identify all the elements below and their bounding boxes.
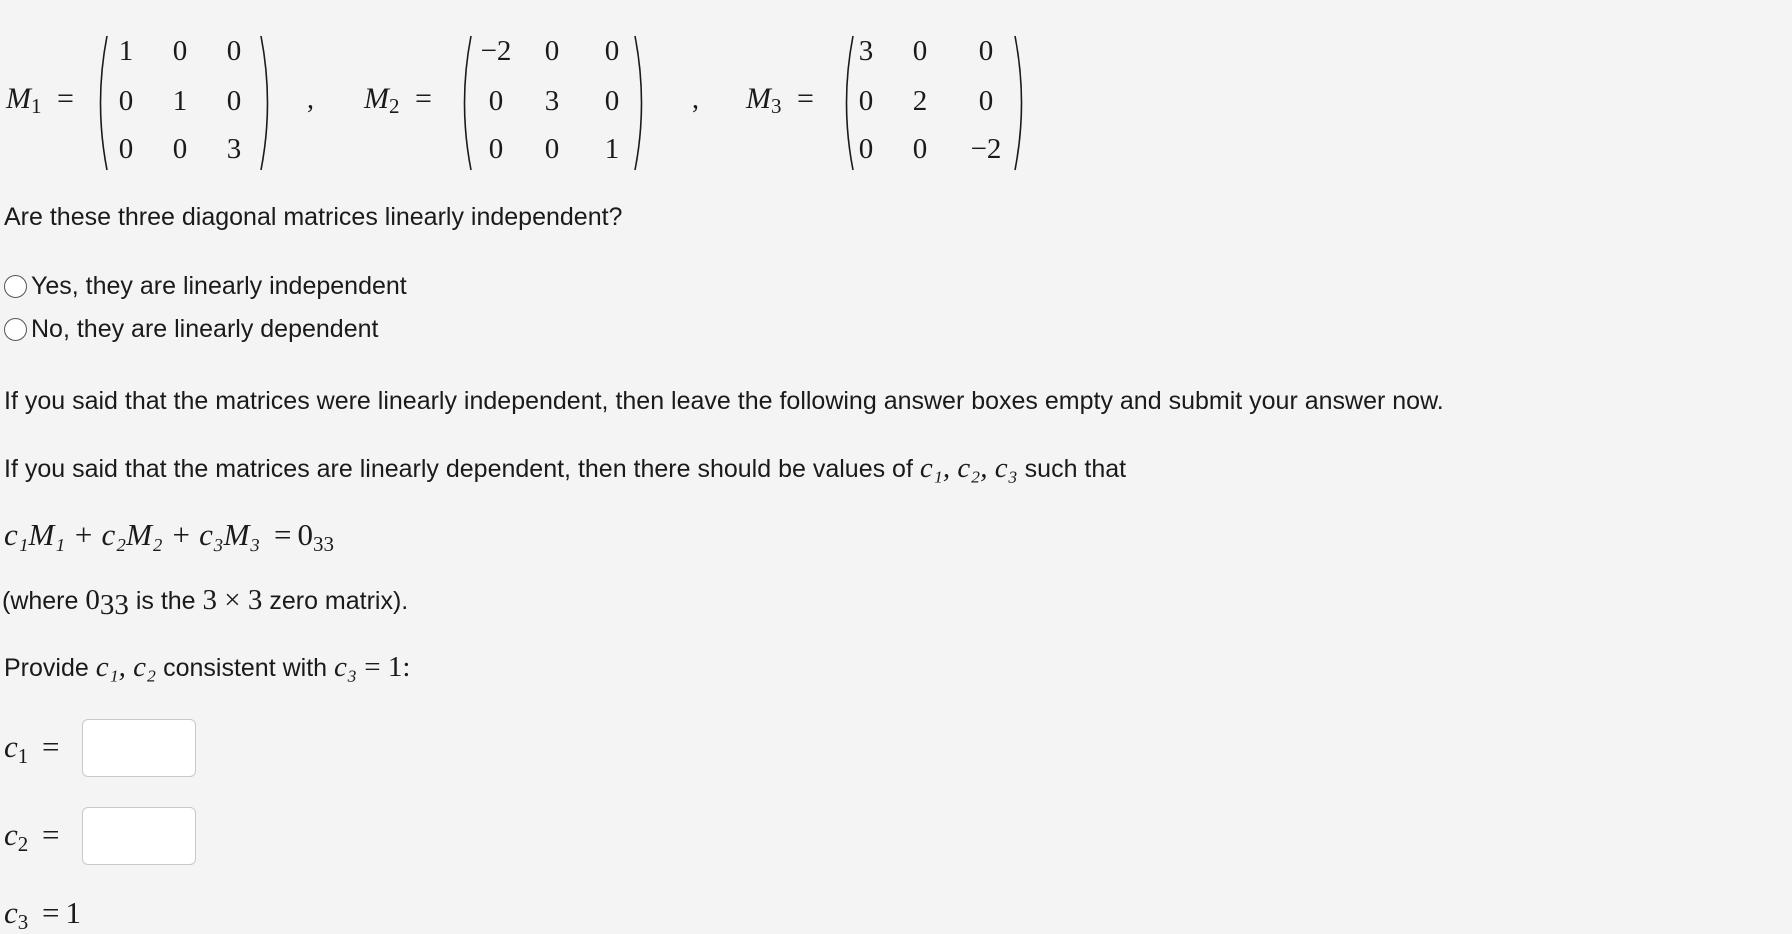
c1-label	[4, 729, 60, 774]
matrix-cell: 0	[978, 85, 994, 117]
option-independent[interactable]	[4, 270, 407, 302]
equation-lhs: c₁M₁ + c₂M₂ + c₃M₃	[4, 517, 261, 552]
matrix-dimensions: 3 × 3	[202, 584, 263, 616]
var-symbol: c	[4, 729, 18, 764]
matrix-symbol: M	[364, 82, 389, 115]
matrix-cell: 3	[226, 133, 242, 165]
provide-instruction	[4, 651, 410, 684]
c2-input[interactable]	[82, 807, 196, 865]
matrix-cell: 1	[172, 85, 188, 117]
separator-comma: ,	[692, 84, 699, 115]
coefficient-vars: c₁, c₂, c₃	[919, 452, 1018, 484]
matrix-cell: 0	[912, 35, 928, 67]
question-text: Are these three diagonal matrices linearly independent?	[4, 203, 623, 231]
var-subscript: 1	[17, 744, 29, 768]
instruction-independent: If you said that the matrices were linearly independent, then leave the following answer boxes empty and submit your answer now.	[4, 387, 1444, 415]
note-text: zero matrix).	[262, 587, 409, 615]
c2-label	[4, 817, 60, 862]
matrix-cell: 0	[118, 85, 134, 117]
matrix-cell: 0	[858, 85, 874, 117]
equals-sign: =	[797, 82, 814, 115]
var-subscript: 2	[17, 832, 29, 856]
matrix-cell: 3	[544, 85, 560, 117]
zero-matrix-symbol: 0	[85, 584, 100, 616]
var-symbol: c	[4, 895, 18, 930]
zero-matrix-subscript: 33	[99, 589, 129, 621]
equals-sign: =	[42, 895, 60, 930]
matrix-cell: 0	[978, 35, 994, 67]
equals-sign: =	[57, 82, 74, 115]
matrix-m3	[838, 34, 1030, 172]
matrix-cell: 0	[226, 85, 242, 117]
matrix-subscript: 3	[771, 94, 782, 118]
matrix-cell: 0	[912, 133, 928, 165]
radio-button[interactable]	[4, 318, 27, 341]
option-label[interactable]: Yes, they are linearly independent	[31, 272, 407, 300]
equals-sign: =	[42, 817, 60, 852]
matrix-cell: 0	[172, 133, 188, 165]
matrix-cell: 0	[858, 133, 874, 165]
var-subscript: 3	[17, 910, 29, 934]
matrix-cell: 0	[544, 133, 560, 165]
option-dependent[interactable]	[4, 313, 378, 345]
matrix-label-m3	[746, 82, 814, 123]
matrix-cell: −2	[970, 133, 1002, 165]
coefficient-vars: c₁, c₂	[95, 651, 157, 683]
matrix-subscript: 1	[31, 94, 42, 118]
matrix-cell: 0	[172, 35, 188, 67]
equals-sign: =	[42, 729, 60, 764]
var-symbol: c	[4, 817, 18, 852]
equals-sign: =	[415, 82, 432, 115]
c1-input[interactable]	[82, 719, 196, 777]
zero-matrix-note	[2, 584, 408, 621]
right-paren-icon	[1012, 34, 1030, 172]
radio-button[interactable]	[4, 275, 27, 298]
c3-value: 1	[65, 895, 81, 930]
matrix-symbol: M	[746, 82, 771, 115]
equals-sign: =	[274, 517, 292, 552]
instruction-dependent	[4, 452, 1126, 485]
matrix-symbol: M	[6, 82, 31, 115]
matrix-subscript: 2	[389, 94, 400, 118]
matrix-cell: 0	[226, 35, 242, 67]
matrix-label-m2	[364, 82, 432, 123]
matrix-m1	[92, 34, 276, 172]
matrix-cell: 1	[118, 35, 134, 67]
separator-comma: ,	[307, 84, 314, 115]
matrix-m2	[456, 34, 650, 172]
left-paren-icon	[456, 34, 474, 172]
matrix-cell: 2	[912, 85, 928, 117]
instruction-text: such that	[1017, 455, 1127, 483]
matrix-cell: 0	[488, 133, 504, 165]
matrix-cell: 0	[488, 85, 504, 117]
option-label[interactable]: No, they are linearly dependent	[31, 315, 379, 343]
matrix-cell: 1	[604, 133, 620, 165]
c3-line	[4, 895, 81, 934]
instruction-text: consistent with	[156, 654, 334, 682]
note-text: is the	[128, 587, 203, 615]
matrix-cell: 0	[604, 35, 620, 67]
matrix-cell: 0	[604, 85, 620, 117]
right-paren-icon	[632, 34, 650, 172]
matrix-label-m1	[6, 82, 74, 123]
matrix-cell: −2	[480, 35, 512, 67]
matrix-cell: 0	[544, 35, 560, 67]
zero-matrix-subscript: 33	[312, 532, 334, 556]
instruction-text: If you said that the matrices are linearly dependent, then there should be values of	[4, 455, 920, 483]
coefficient-var: c₃	[334, 651, 357, 683]
right-paren-icon	[258, 34, 276, 172]
condition-value: = 1:	[356, 651, 411, 683]
matrix-cell: 0	[118, 133, 134, 165]
linear-combination-equation	[4, 517, 334, 562]
instruction-text: Provide	[4, 654, 96, 682]
note-text: (where	[2, 587, 86, 615]
matrix-cell: 3	[858, 35, 874, 67]
zero-matrix-symbol: 0	[297, 517, 313, 552]
